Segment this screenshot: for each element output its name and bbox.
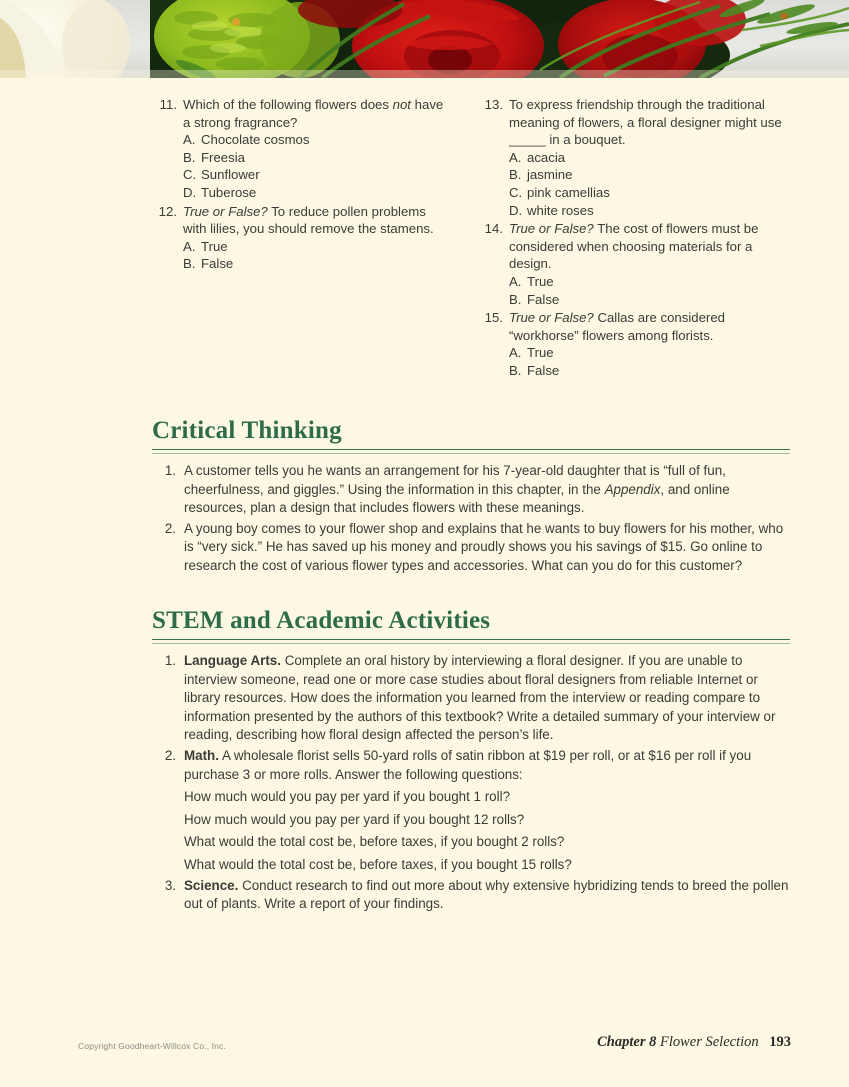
answer-option[interactable] bbox=[183, 149, 452, 167]
option-label: jasmine bbox=[527, 167, 573, 183]
answer-option[interactable] bbox=[509, 291, 790, 309]
question-prompt-emphasis: not bbox=[392, 97, 411, 112]
critical-thinking-section bbox=[152, 416, 790, 578]
question-number: 11. bbox=[159, 97, 177, 112]
option-label: Freesia bbox=[201, 149, 245, 165]
header-photo bbox=[0, 0, 849, 78]
option-letter: A. bbox=[183, 238, 196, 254]
answer-option[interactable] bbox=[509, 202, 790, 220]
list-item-text: Complete an oral history by interviewing a floral designer. If you are unable to interview someone, read one or more case studies about floral designers from reliable Internet or library resources. How does the information you learned from the interview or reading compare to information presented by the authors of this textbook? Write a detailed summary of your interview or reading, describing how floral design affected the person’s life. bbox=[184, 653, 776, 743]
answer-options bbox=[509, 149, 790, 219]
sub-question: How much would you pay per yard if you bought 1 roll? bbox=[184, 789, 511, 805]
option-letter: D. bbox=[509, 202, 523, 218]
answer-option[interactable] bbox=[183, 255, 452, 273]
list-item-text: A wholesale florist sells 50-yard rolls of satin ribbon at $19 per roll, or at $16 per roll if you purchase 3 or more rolls. Answer the following questions: bbox=[184, 747, 752, 782]
question-prompt: To express friendship through the traditional meaning of flowers, a floral designer might use _____ in a bouquet. bbox=[509, 97, 782, 148]
list-item-text-before: A customer tells you he wants an arrangement for his 7-year-old daughter that is “full of fun, cheerfulness, and giggles.” Using the information in this chapter, in the bbox=[184, 463, 726, 497]
stem-section bbox=[152, 606, 790, 916]
folio bbox=[597, 1034, 791, 1051]
option-label: Tuberose bbox=[201, 184, 257, 200]
section-heading: Critical Thinking bbox=[152, 417, 342, 444]
list-item bbox=[152, 652, 790, 745]
question-number: 15. bbox=[484, 310, 503, 326]
option-label: True bbox=[201, 238, 228, 254]
page-content bbox=[0, 78, 849, 1087]
list-item-number: 1. bbox=[164, 463, 176, 478]
list-item-text: A young boy comes to your flower shop and explains that he wants to buy flowers for his mother, who is “very sick.” He has saved up his money and proudly shows you his savings of $15. Go online to research the cost of various flower types and accessories. What can you do for this customer? bbox=[184, 520, 784, 573]
question-11 bbox=[152, 96, 452, 202]
option-label: False bbox=[201, 256, 234, 272]
question-14 bbox=[478, 220, 790, 308]
list-item-text-after: , and online resources, plan a design that includes flowers with these meanings. bbox=[184, 481, 730, 516]
copyright-notice: Copyright Goodheart-Willcox Co., Inc. bbox=[78, 1041, 226, 1051]
option-label: acacia bbox=[527, 149, 566, 165]
list-item-label: Science. bbox=[184, 877, 239, 893]
option-letter: B. bbox=[183, 256, 196, 272]
option-label: True bbox=[527, 345, 554, 361]
option-letter: B. bbox=[183, 149, 196, 165]
question-prompt-after: The cost of flowers must be considered when choosing materials for a design. bbox=[509, 221, 759, 272]
list-item-number: 3. bbox=[164, 877, 176, 893]
flower-bouquet-photo bbox=[0, 0, 849, 78]
question-prompt-after: To reduce pollen problems with lilies, you should remove the stamens. bbox=[183, 203, 434, 237]
list-item bbox=[152, 747, 790, 875]
list-item-label: Language Arts. bbox=[184, 653, 281, 668]
critical-thinking-list bbox=[152, 462, 790, 576]
option-letter: A. bbox=[509, 149, 522, 165]
answer-option[interactable] bbox=[509, 362, 790, 380]
option-label: False bbox=[527, 362, 560, 378]
sub-question: What would the total cost be, before taxes, if you bought 15 rolls? bbox=[184, 856, 572, 872]
answer-option[interactable] bbox=[183, 131, 452, 149]
question-12 bbox=[152, 203, 452, 273]
question-prompt bbox=[183, 96, 452, 131]
question-15 bbox=[478, 309, 790, 379]
chapter-label: Chapter 8 bbox=[597, 1034, 657, 1050]
question-prompt-emphasis: True or False? bbox=[509, 310, 594, 326]
question-prompt bbox=[509, 220, 790, 273]
answer-options bbox=[509, 273, 790, 308]
list-item bbox=[152, 877, 790, 914]
question-number: 14. bbox=[484, 221, 503, 237]
option-label: False bbox=[527, 291, 560, 307]
option-label: Sunflower bbox=[201, 167, 260, 183]
list-item-number: 2. bbox=[164, 520, 176, 536]
answer-option[interactable] bbox=[509, 149, 790, 167]
question-prompt-emphasis: True or False? bbox=[509, 221, 594, 237]
question-number: 13. bbox=[484, 97, 503, 112]
list-item-text: Conduct research to find out more about why extensive hybridizing tends to breed the pollen out of plants. Write a report of your findings. bbox=[184, 877, 789, 912]
chapter-title: Flower Selection bbox=[659, 1034, 759, 1050]
answer-option[interactable] bbox=[183, 238, 452, 256]
answer-option[interactable] bbox=[183, 184, 452, 202]
option-label: pink camellias bbox=[527, 184, 610, 200]
option-letter: B. bbox=[509, 167, 522, 183]
answer-options bbox=[183, 131, 452, 201]
option-letter: C. bbox=[183, 167, 197, 183]
page-footer bbox=[0, 1027, 849, 1087]
option-letter: C. bbox=[509, 184, 523, 200]
list-item bbox=[152, 520, 790, 576]
option-letter: B. bbox=[509, 291, 522, 307]
question-prompt-after: have a strong fragrance? bbox=[183, 97, 444, 130]
option-letter: D. bbox=[183, 184, 197, 200]
option-label: white roses bbox=[527, 202, 594, 218]
option-letter: A. bbox=[183, 132, 196, 148]
answer-option[interactable] bbox=[183, 166, 452, 184]
question-column-right bbox=[478, 96, 790, 381]
sub-question: How much would you pay per yard if you bought 12 rolls? bbox=[184, 811, 525, 827]
question-column-left bbox=[152, 96, 452, 274]
answer-options bbox=[509, 344, 790, 379]
option-letter: A. bbox=[509, 273, 522, 289]
option-letter: A. bbox=[509, 345, 522, 361]
answer-options bbox=[183, 238, 452, 273]
section-heading: STEM and Academic Activities bbox=[152, 607, 491, 634]
question-prompt-after: Callas are considered “workhorse” flowers among florists. bbox=[509, 310, 725, 343]
stem-list bbox=[152, 652, 790, 914]
heading-divider bbox=[152, 639, 790, 644]
answer-option[interactable] bbox=[509, 166, 790, 184]
answer-option[interactable] bbox=[509, 184, 790, 202]
question-prompt bbox=[509, 309, 790, 344]
question-number: 12. bbox=[158, 203, 177, 219]
list-item-number: 2. bbox=[164, 747, 176, 763]
option-label: Chocolate cosmos bbox=[201, 132, 310, 148]
question-prompt bbox=[183, 203, 452, 238]
question-prompt-before: Which of the following flowers does bbox=[183, 97, 393, 112]
list-item-label: Math. bbox=[184, 747, 219, 763]
question-13 bbox=[478, 96, 790, 219]
page-number: 193 bbox=[769, 1034, 791, 1050]
question-prompt-emphasis: True or False? bbox=[183, 203, 268, 219]
option-label: True bbox=[527, 273, 554, 289]
list-item bbox=[152, 462, 790, 518]
heading-divider bbox=[152, 449, 790, 454]
sub-question: What would the total cost be, before taxes, if you bought 2 rolls? bbox=[184, 834, 565, 850]
answer-option[interactable] bbox=[509, 273, 790, 291]
option-letter: B. bbox=[509, 362, 522, 378]
list-item-number: 1. bbox=[164, 653, 176, 668]
answer-option[interactable] bbox=[509, 344, 790, 362]
list-item-emphasis: Appendix bbox=[604, 481, 661, 497]
